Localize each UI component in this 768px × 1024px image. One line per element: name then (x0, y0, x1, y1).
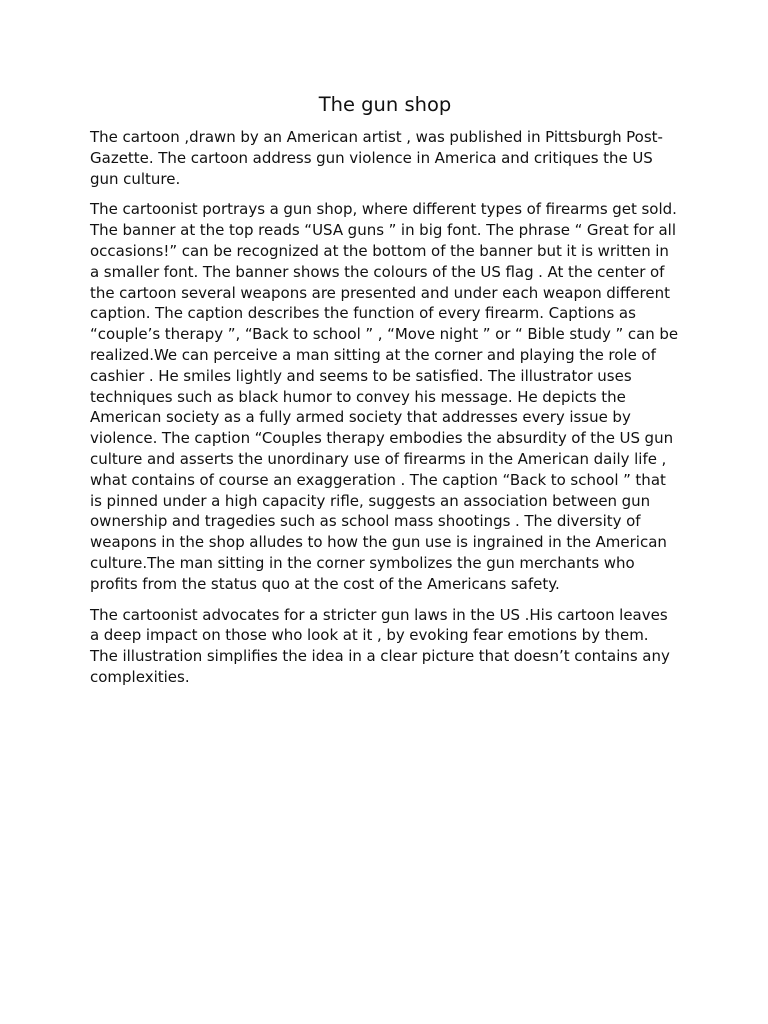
paragraph-conclusion: The cartoonist advocates for a stricter gun laws in the US .His cartoon leaves a deep impact on those who look at it , by evoking fear emotions by them. The illustration simplifies the idea in a clear picture that doesn’t contains any complexities. (90, 605, 670, 686)
document-page (90, 92, 680, 698)
paragraph-intro: The cartoon ,drawn by an American artist , was published in Pittsburgh Post-Gazette. The cartoon address gun violence in America and critiques the US gun culture. (90, 128, 663, 188)
paragraph-description: The cartoonist portrays a gun shop, where different types of firearms get sold. The banner at the top reads “USA guns ” in big font. The phrase “ Great for all occasions!” can be recognized at the bottom of the banner but it is written in a smaller font. The banner shows the colours of the US flag . At the center of the cartoon several weapons are presented and under each weapon different caption. The caption describes the function of every firearm. Captions as “couple’s therapy ”, “Back to school ” , “Move night ” or “ Bible study ” can be realized.We can perceive a man sitting at the corner and playing the role of cashier . He smiles lightly and seems to be satisfied. The illustrator uses techniques such as black humor to convey his message. He depicts the American society as a fully armed society that addresses every issue by violence. The caption “Couples therapy embodies the absurdity of the US gun culture and asserts the unordinary use of firearms in the American daily life , what contains of course an exaggeration . The caption “Back to school ” that is pinned under a high capacity rifle, suggests an association between gun ownership and tragedies such as school mass shootings . The diversity of weapons in the shop alludes to how the gun use is ingrained in the American culture.The man sitting in the corner symbolizes the gun merchants who profits from the status quo at the cost of the Americans safety. (90, 200, 679, 593)
page-title: The gun shop (318, 93, 452, 116)
